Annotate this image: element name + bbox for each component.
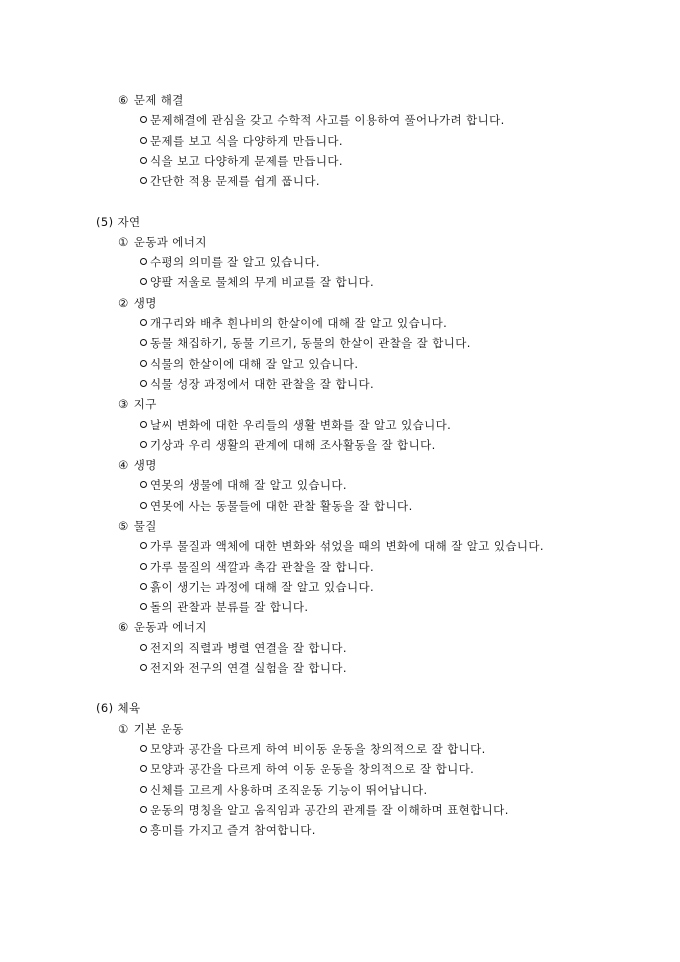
list-item	[140, 377, 374, 391]
list-item-text: 흙이 생기는 과정에 대해 잘 알고 있습니다.	[150, 580, 375, 594]
list-item	[140, 438, 436, 452]
circle-bullet-icon	[140, 481, 147, 488]
list-item-text: 모양과 공간을 다르게 하여 이동 운동을 창의적으로 잘 합니다.	[150, 762, 475, 776]
list-item	[140, 580, 374, 594]
subsection-number: ③	[118, 397, 129, 411]
subsection-title: 물질	[133, 519, 157, 533]
list-item	[140, 762, 474, 776]
circle-bullet-icon	[140, 319, 147, 326]
list-item-text: 수평의 의미를 잘 알고 있습니다.	[150, 255, 320, 269]
list-item-text: 전지의 직렬과 병렬 연결을 잘 합니다.	[150, 641, 347, 655]
circle-bullet-icon	[140, 806, 147, 813]
list-item	[140, 600, 308, 614]
list-item-text: 연못에 사는 동물들에 대한 관찰 활동을 잘 합니다.	[150, 499, 413, 513]
list-item-text: 기상과 우리 생활의 관계에 대해 조사활동을 잘 합니다.	[150, 438, 436, 452]
list-item	[140, 275, 374, 289]
subsection-heading	[118, 722, 184, 736]
circle-bullet-icon	[140, 116, 147, 123]
subsection-number: ⑤	[118, 519, 129, 533]
list-item-text: 문제를 보고 식을 다양하게 만듭니다.	[150, 134, 343, 148]
list-item	[140, 418, 451, 432]
list-item	[140, 661, 347, 675]
circle-bullet-icon	[140, 826, 147, 833]
circle-bullet-icon	[140, 765, 147, 772]
subsection-title: 생명	[133, 296, 157, 310]
subsection-heading	[118, 296, 157, 310]
subsection-heading	[118, 519, 157, 533]
circle-bullet-icon	[140, 603, 147, 610]
list-item	[140, 539, 544, 553]
circle-bullet-icon	[140, 745, 147, 752]
list-item	[140, 560, 374, 574]
list-item-text: 신체를 고르게 사용하며 조직운동 기능이 뛰어납니다.	[150, 783, 428, 797]
list-item-text: 식물 성장 과정에서 대한 관찰을 잘 합니다.	[150, 377, 375, 391]
list-item-text: 흥미를 가지고 즐겨 참여합니다.	[150, 823, 316, 837]
circle-bullet-icon	[140, 278, 147, 285]
circle-bullet-icon	[140, 502, 147, 509]
circle-bullet-icon	[140, 583, 147, 590]
circle-bullet-icon	[140, 177, 147, 184]
subsection-number: ⑥	[118, 93, 129, 107]
subsection-number: ④	[118, 458, 129, 472]
list-item	[140, 357, 358, 371]
circle-bullet-icon	[140, 380, 147, 387]
list-item-text: 가루 물질과 액체에 대한 변화와 섞었을 때의 변화에 대해 잘 알고 있습니다.	[150, 539, 544, 553]
subsection-heading	[118, 235, 207, 249]
list-item-text: 가루 물질의 색깔과 촉감 관찰을 잘 합니다.	[150, 560, 375, 574]
list-item	[140, 316, 447, 330]
subsection-number: ⑥	[118, 620, 129, 634]
subsection-heading	[118, 93, 184, 107]
circle-bullet-icon	[140, 542, 147, 549]
list-item	[140, 174, 320, 188]
list-item	[140, 154, 343, 168]
list-item-text: 식을 보고 다양하게 문제를 만듭니다.	[150, 154, 343, 168]
subsection-heading	[118, 620, 207, 634]
list-item-text: 문제해결에 관심을 갖고 수학적 사고를 이용하여 풀어나가려 합니다.	[150, 113, 505, 127]
subsection-number: ②	[118, 296, 129, 310]
list-item	[140, 255, 320, 269]
list-item	[140, 134, 343, 148]
subsection-heading	[118, 458, 157, 472]
list-item-text: 연못의 생물에 대해 잘 알고 있습니다.	[150, 478, 347, 492]
subsection-title: 지구	[133, 397, 157, 411]
circle-bullet-icon	[140, 441, 147, 448]
subsection-title: 운동과 에너지	[133, 620, 207, 634]
list-item-text: 식물의 한살이에 대해 잘 알고 있습니다.	[150, 357, 359, 371]
subsection-title: 문제 해결	[133, 93, 184, 107]
circle-bullet-icon	[140, 137, 147, 144]
list-item	[140, 823, 316, 837]
subsection-title: 운동과 에너지	[133, 235, 207, 249]
list-item-text: 동물 채집하기, 동물 기르기, 동물의 한살이 관찰을 잘 합니다.	[150, 336, 471, 350]
subsection-title: 기본 운동	[133, 722, 184, 736]
list-item-text: 모양과 공간을 다르게 하여 비이동 운동을 창의적으로 잘 합니다.	[150, 742, 486, 756]
section-heading: (6) 체육	[96, 701, 141, 715]
circle-bullet-icon	[140, 644, 147, 651]
list-item	[140, 803, 509, 817]
list-item	[140, 783, 428, 797]
circle-bullet-icon	[140, 157, 147, 164]
section-heading: (5) 자연	[96, 215, 141, 229]
list-item-text: 간단한 적용 문제를 쉽게 풉니다.	[150, 174, 320, 188]
subsection-heading	[118, 397, 157, 411]
list-item-text: 운동의 명칭을 알고 움직임과 공간의 관계를 잘 이해하며 표현합니다.	[150, 803, 509, 817]
list-item-text: 전지와 전구의 연결 실험을 잘 합니다.	[150, 661, 347, 675]
subsection-number: ①	[118, 235, 129, 249]
list-item	[140, 336, 471, 350]
list-item	[140, 478, 347, 492]
subsection-title: 생명	[133, 458, 157, 472]
list-item-text: 개구리와 배추 흰나비의 한살이에 대해 잘 알고 있습니다.	[150, 316, 448, 330]
subsection-number: ①	[118, 722, 129, 736]
list-item	[140, 499, 413, 513]
circle-bullet-icon	[140, 360, 147, 367]
circle-bullet-icon	[140, 664, 147, 671]
list-item	[140, 641, 347, 655]
list-item	[140, 113, 505, 127]
list-item	[140, 742, 486, 756]
circle-bullet-icon	[140, 786, 147, 793]
circle-bullet-icon	[140, 339, 147, 346]
list-item-text: 양팔 저울로 물체의 무게 비교를 잘 합니다.	[150, 275, 375, 289]
circle-bullet-icon	[140, 258, 147, 265]
circle-bullet-icon	[140, 563, 147, 570]
list-item-text: 날씨 변화에 대한 우리들의 생활 변화를 잘 알고 있습니다.	[150, 418, 452, 432]
list-item-text: 돌의 관찰과 분류를 잘 합니다.	[150, 600, 309, 614]
circle-bullet-icon	[140, 421, 147, 428]
